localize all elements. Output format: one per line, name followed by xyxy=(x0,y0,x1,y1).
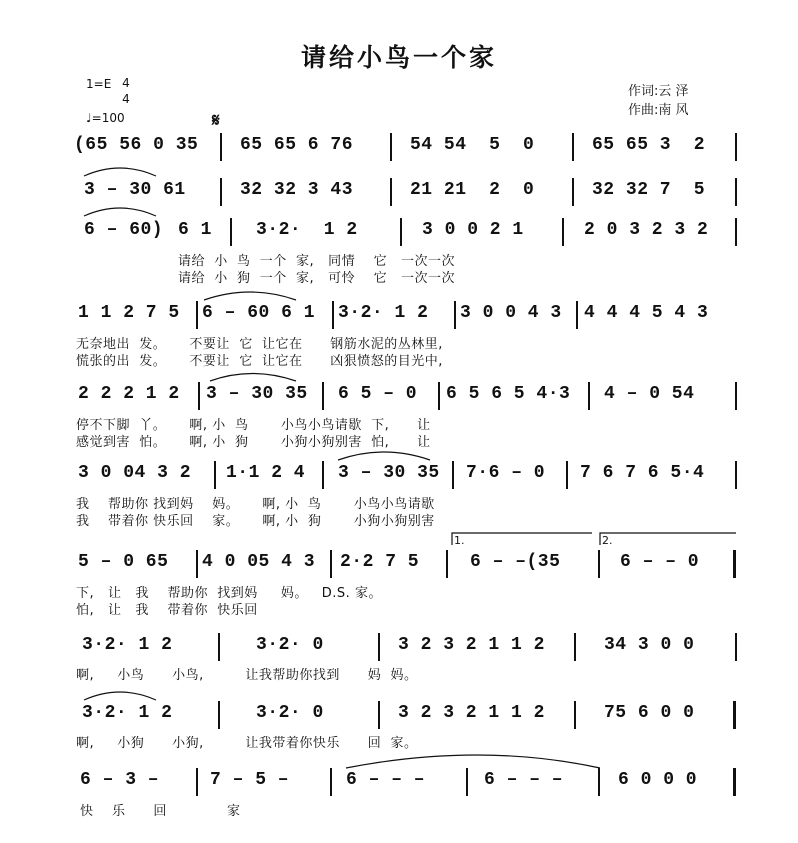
measure: (65 56 0 35 xyxy=(74,135,199,155)
barline xyxy=(220,178,222,206)
barline xyxy=(196,550,198,578)
measure: 7 6 7 6 5·4 xyxy=(580,463,705,483)
barline xyxy=(735,178,737,206)
barline xyxy=(198,382,200,410)
key-signature xyxy=(86,76,111,92)
final-barline xyxy=(733,768,736,796)
lyric-line-verse1: 下, 让 我 帮助你 找到妈 妈。 D.S. 家。 xyxy=(76,586,382,601)
time-sig-numerator: 4 xyxy=(122,76,130,90)
barline xyxy=(218,633,220,661)
measure: 75 6 0 0 xyxy=(604,703,695,723)
measure: 1·1 2 4 xyxy=(226,463,306,483)
barline xyxy=(214,461,216,489)
lyricist: 作词:云 泽 xyxy=(628,84,689,99)
measure: 4 4 4 5 4 3 xyxy=(584,303,709,323)
tempo-value: =100 xyxy=(91,111,125,125)
measure: 5 – 0 65 xyxy=(78,552,169,572)
barline xyxy=(566,461,568,489)
lyric-line-verse2: 慌张的出 发。 不要让 它 让它在 凶狠愤怒的目光中, xyxy=(76,354,443,369)
measure: 32 32 7 5 xyxy=(592,180,706,200)
measure: 3·2· 1 2 xyxy=(82,703,173,723)
measure: 2·2 7 5 xyxy=(340,552,420,572)
barline xyxy=(735,218,737,246)
measure: 54 54 5 0 xyxy=(410,135,535,155)
barline xyxy=(390,133,392,161)
measure: 3 – 30 35 xyxy=(206,384,308,404)
barline xyxy=(452,461,454,489)
volta-1-bracket xyxy=(452,533,592,545)
lyric-line: 啊, 小狗 小狗, 让我带着你快乐 回 家。 xyxy=(76,736,418,751)
key-label: 1=E xyxy=(86,77,112,91)
barline xyxy=(196,301,198,329)
quarter-note-icon: ♩ xyxy=(86,111,92,125)
volta-2-bracket xyxy=(600,533,736,545)
measure: 3 0 0 2 1 xyxy=(422,220,524,240)
measure: 3·2· 0 xyxy=(256,635,324,655)
barline xyxy=(562,218,564,246)
measure: 4 – 0 54 xyxy=(604,384,695,404)
lyric-line-verse1: 无奈地出 发。 不要让 它 让它在 钢筋水泥的丛林里, xyxy=(76,337,443,352)
volta-1-label: 1. xyxy=(454,534,465,547)
slur xyxy=(84,692,156,700)
barline xyxy=(735,133,737,161)
measure: 3 0 0 4 3 xyxy=(460,303,562,323)
lyric-line: 啊, 小鸟 小鸟, 让我帮助你找到 妈 妈。 xyxy=(76,668,418,683)
measure: 6 5 – 0 xyxy=(338,384,418,404)
tempo-mark xyxy=(86,110,125,126)
barline xyxy=(196,768,198,796)
barline xyxy=(572,178,574,206)
measure: 65 65 6 76 xyxy=(240,135,354,155)
time-signature xyxy=(121,75,131,107)
barline xyxy=(576,301,578,329)
barline xyxy=(378,633,380,661)
measure: 6 – – 0 xyxy=(620,552,700,572)
slur xyxy=(210,374,296,382)
composer: 作曲:南 风 xyxy=(628,103,689,118)
measure: 4 0 05 4 3 xyxy=(202,552,316,572)
barline xyxy=(390,178,392,206)
barline xyxy=(322,382,324,410)
barline xyxy=(574,633,576,661)
measure: 3 – 30 61 xyxy=(84,180,186,200)
measure: 3·2· 1 2 xyxy=(338,303,429,323)
slur xyxy=(84,208,156,216)
barline xyxy=(218,701,220,729)
measure: 6 5 6 5 4·3 xyxy=(446,384,571,404)
slur xyxy=(338,452,430,460)
barline xyxy=(400,218,402,246)
measure: 3·2· 0 xyxy=(256,703,324,723)
measure: 2 0 3 2 3 2 xyxy=(584,220,709,240)
repeat-barline xyxy=(733,550,736,578)
measure: 2 2 2 1 2 xyxy=(78,384,180,404)
measure: 6 – – – xyxy=(484,770,564,790)
barline xyxy=(330,550,332,578)
repeat-barline xyxy=(733,701,736,729)
lyric-line-verse1: 停不下脚 丫。 啊, 小 鸟 小鸟小鸟请歇 下, 让 xyxy=(76,418,431,433)
volta-2-label: 2. xyxy=(602,534,613,547)
measure: 32 32 3 43 xyxy=(240,180,354,200)
measure: 3 0 04 3 2 xyxy=(78,463,192,483)
time-sig-denominator: 4 xyxy=(122,92,130,106)
credits xyxy=(628,82,689,120)
lyric-line-verse1: 我 帮助你 找到妈 妈。 啊, 小 鸟 小鸟小鸟请歇 xyxy=(76,497,435,512)
barline xyxy=(574,701,576,729)
barline xyxy=(454,301,456,329)
barline xyxy=(332,301,334,329)
barline xyxy=(735,633,737,661)
measure: 3 2 3 2 1 1 2 xyxy=(398,703,545,723)
barline xyxy=(735,461,737,489)
measure: 6 – –(35 xyxy=(470,552,561,572)
measure: 3·2· 1 2 xyxy=(82,635,173,655)
measure: 6 – 60 6 1 xyxy=(202,303,316,323)
lyric-line-verse2: 怕, 让 我 带着你 快乐回 xyxy=(76,603,258,618)
barline xyxy=(220,133,222,161)
measure: 3 – 30 35 xyxy=(338,463,440,483)
lyric-line-verse2: 我 带着你 快乐回 家。 啊, 小 狗 小狗小狗别害 xyxy=(76,514,435,529)
slur xyxy=(204,292,296,300)
lyric-line: 快 乐 回 家 xyxy=(80,804,241,819)
measure: 7·6 – 0 xyxy=(466,463,546,483)
barline xyxy=(598,550,600,578)
barline xyxy=(378,701,380,729)
slur xyxy=(84,168,156,176)
measure: 3·2· 1 2 xyxy=(256,220,358,240)
lyric-line-verse2: 感觉到害 怕。 啊, 小 狗 小狗小狗别害 怕, 让 xyxy=(76,435,431,450)
barline xyxy=(735,382,737,410)
measure: 3 2 3 2 1 1 2 xyxy=(398,635,545,655)
measure: 6 1 xyxy=(178,220,212,240)
slur xyxy=(346,755,600,768)
lyric-line-verse2: 请给 小 狗 一个 家, 可怜 它 一次一次 xyxy=(178,271,456,286)
barline xyxy=(438,382,440,410)
barline xyxy=(572,133,574,161)
measure: 6 – 60) xyxy=(84,220,164,240)
measure: 65 65 3 2 xyxy=(592,135,706,155)
barline xyxy=(588,382,590,410)
measure: 6 – 3 – xyxy=(80,770,160,790)
song-title: 请给小鸟一个家 xyxy=(300,43,497,72)
measure: 34 3 0 0 xyxy=(604,635,695,655)
barline xyxy=(446,550,448,578)
segno-icon: 𝄋 xyxy=(212,110,220,131)
measure: 6 0 0 0 xyxy=(618,770,698,790)
measure: 1 1 2 7 5 xyxy=(78,303,180,323)
barline xyxy=(598,768,600,796)
lyric-line-verse1: 请给 小 鸟 一个 家, 同情 它 一次一次 xyxy=(178,254,456,269)
measure: 7 – 5 – xyxy=(210,770,290,790)
barline xyxy=(230,218,232,246)
barline xyxy=(466,768,468,796)
measure: 21 21 2 0 xyxy=(410,180,535,200)
barline xyxy=(330,768,332,796)
barline xyxy=(322,461,324,489)
measure: 6 – – – xyxy=(346,770,426,790)
